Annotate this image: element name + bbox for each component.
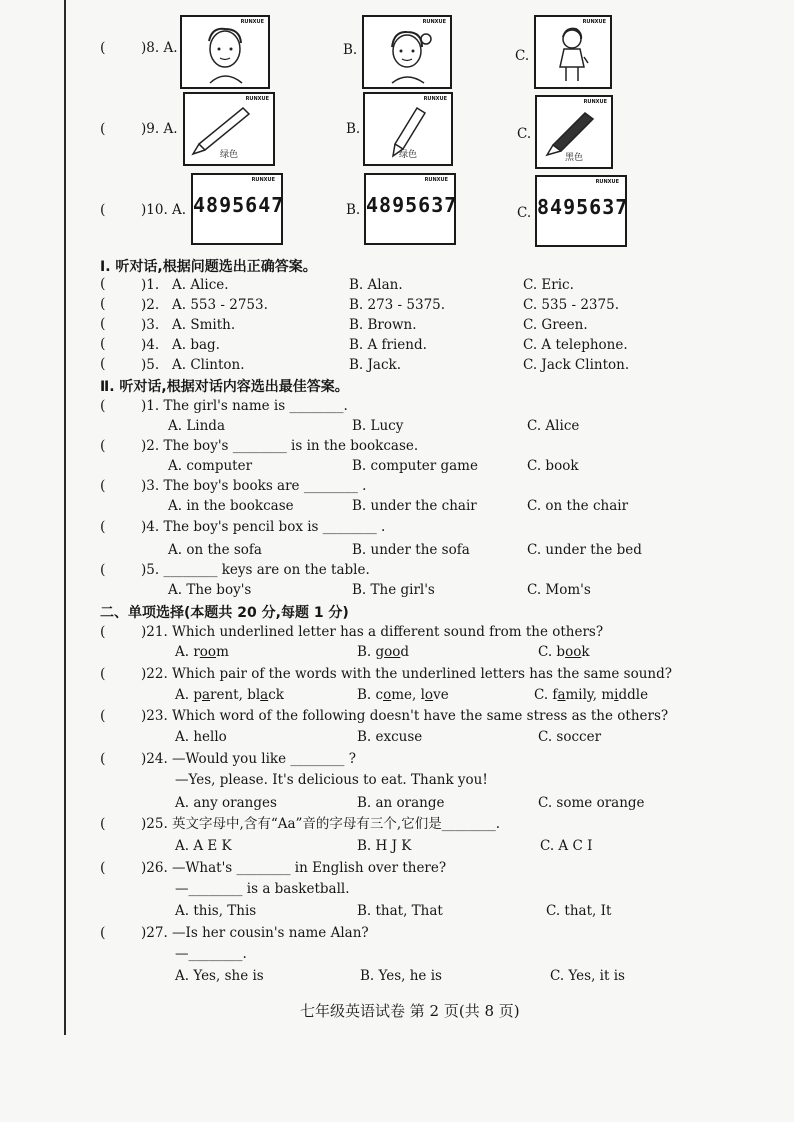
- answer-paren: (: [100, 708, 106, 724]
- option-c[interactable]: C. some orange: [538, 795, 645, 811]
- section-3-title: 二、单项选择(本题共 20 分,每题 1 分): [100, 605, 349, 621]
- option-c[interactable]: C. Mom's: [527, 582, 591, 598]
- option-b[interactable]: B. under the sofa: [352, 542, 470, 558]
- question-number: )5.: [141, 357, 160, 373]
- option-c[interactable]: C. A C I: [540, 838, 593, 854]
- option-b-green-pencil-picture[interactable]: [363, 92, 453, 166]
- woman-figure-icon: [536, 17, 610, 87]
- girl-face-icon: [364, 17, 450, 87]
- option-c-label: C.: [517, 205, 532, 221]
- question-text: )21. Which underlined letter has a different sound from the others?: [141, 624, 604, 640]
- question-text: )27. —Is her cousin's name Alan?: [141, 925, 369, 941]
- question-text: )4. The boy's pencil box is ________ .: [141, 519, 386, 535]
- option-b[interactable]: B. 273 - 5375.: [349, 297, 446, 313]
- option-c[interactable]: C. book: [538, 644, 590, 660]
- answer-paren: (: [100, 121, 106, 137]
- question-number: )9. A.: [141, 121, 178, 137]
- question-text-line-2: —Yes, please. It's delicious to eat. Thank you!: [175, 772, 488, 788]
- page-footer: 七年级英语试卷 第 2 页(共 8 页): [300, 1002, 520, 1020]
- question-number: )1.: [141, 277, 160, 293]
- option-b[interactable]: B. The girl's: [352, 582, 435, 598]
- question-text-line-2: —________ is a basketball.: [175, 881, 350, 897]
- option-b[interactable]: B. Brown.: [349, 317, 417, 333]
- section-1-title: Ⅰ. 听对话,根据问题选出正确答案。: [100, 259, 317, 275]
- option-a[interactable]: A. any oranges: [175, 795, 277, 811]
- option-a[interactable]: A. hello: [175, 729, 227, 745]
- option-b[interactable]: B. H J K: [357, 838, 412, 854]
- option-c[interactable]: C. book: [527, 458, 579, 474]
- option-a-green-pen-picture[interactable]: [183, 92, 275, 166]
- question-number: )4.: [141, 337, 160, 353]
- question-text: )1. The girl's name is ________.: [141, 398, 348, 414]
- option-c[interactable]: C. Yes, it is: [550, 968, 625, 984]
- option-b[interactable]: B. excuse: [357, 729, 423, 745]
- option-a[interactable]: A. Clinton.: [172, 357, 245, 373]
- question-number: )2.: [141, 297, 160, 313]
- option-c[interactable]: C. Eric.: [523, 277, 574, 293]
- option-c[interactable]: C. on the chair: [527, 498, 629, 514]
- section-2-title: Ⅱ. 听对话,根据对话内容选出最佳答案。: [100, 379, 349, 395]
- option-b[interactable]: B. Lucy: [352, 418, 404, 434]
- option-a[interactable]: A. room: [175, 644, 229, 660]
- phone-number: 4895647: [193, 193, 285, 217]
- question-text: )2. The boy's ________ is in the bookcase.: [141, 438, 419, 454]
- question-number: )10. A.: [141, 202, 187, 218]
- option-b[interactable]: B. an orange: [357, 795, 445, 811]
- option-b-label: B.: [343, 42, 358, 58]
- watermark: RUNXUE: [245, 96, 269, 102]
- answer-paren: (: [100, 316, 106, 332]
- question-text: )3. The boy's books are ________ .: [141, 478, 367, 494]
- watermark: RUNXUE: [240, 19, 264, 25]
- option-c[interactable]: C. A telephone.: [523, 337, 628, 353]
- watermark: RUNXUE: [251, 177, 275, 183]
- answer-paren: (: [100, 751, 106, 767]
- boy-face-icon: [182, 17, 268, 87]
- option-a[interactable]: A. Alice.: [172, 277, 229, 293]
- option-b[interactable]: B. A friend.: [349, 337, 427, 353]
- option-c[interactable]: C. 535 - 2375.: [523, 297, 619, 313]
- option-b[interactable]: B. computer game: [352, 458, 478, 474]
- option-c-label: C.: [515, 48, 530, 64]
- answer-paren: (: [100, 202, 106, 218]
- option-a[interactable]: A. bag.: [172, 337, 220, 353]
- question-number: )3.: [141, 317, 160, 333]
- margin-line: [64, 0, 66, 1035]
- answer-paren: (: [100, 296, 106, 312]
- watermark: RUNXUE: [595, 179, 619, 185]
- option-b[interactable]: B. under the chair: [352, 498, 477, 514]
- color-caption: 绿色: [219, 150, 238, 160]
- answer-paren: (: [100, 40, 106, 56]
- answer-paren: (: [100, 860, 106, 876]
- option-b[interactable]: B. Alan.: [349, 277, 403, 293]
- option-a[interactable]: A. A E K: [175, 838, 232, 854]
- option-c-woman-picture[interactable]: [534, 15, 612, 89]
- option-c[interactable]: C. Alice: [527, 418, 580, 434]
- option-a[interactable]: A. The boy's: [168, 582, 252, 598]
- answer-paren: (: [100, 276, 106, 292]
- option-c-black-pen-picture[interactable]: [535, 95, 613, 169]
- option-c-label: C.: [517, 126, 532, 142]
- color-caption: 绿色: [398, 150, 417, 160]
- answer-paren: (: [100, 336, 106, 352]
- option-a[interactable]: A. on the sofa: [168, 542, 262, 558]
- option-a[interactable]: A. Linda: [168, 418, 225, 434]
- option-a[interactable]: A. Yes, she is: [175, 968, 264, 984]
- option-c[interactable]: C. family, middle: [534, 687, 649, 703]
- question-text: )25. 英文字母中,含有“Aa”音的字母有三个,它们是________.: [141, 816, 501, 832]
- watermark: RUNXUE: [582, 19, 606, 25]
- option-c[interactable]: C. soccer: [538, 729, 602, 745]
- option-a[interactable]: A. computer: [168, 458, 253, 474]
- watermark: RUNXUE: [424, 177, 448, 183]
- answer-paren: (: [100, 519, 106, 535]
- question-text: )26. —What's ________ in English over there?: [141, 860, 447, 876]
- option-b[interactable]: B. come, love: [357, 687, 449, 703]
- question-text-line-2: —________.: [175, 946, 247, 962]
- answer-paren: (: [100, 356, 106, 372]
- phone-number: 8495637: [537, 195, 629, 219]
- option-c[interactable]: C. Jack Clinton.: [523, 357, 630, 373]
- option-c-phone-number-card[interactable]: [535, 175, 627, 247]
- option-a[interactable]: A. parent, black: [175, 687, 284, 703]
- option-b-label: B.: [346, 121, 361, 137]
- option-b-girl-picture[interactable]: [362, 15, 452, 89]
- option-a[interactable]: A. this, This: [175, 903, 257, 919]
- answer-paren: (: [100, 816, 106, 832]
- option-b[interactable]: B. that, That: [357, 903, 443, 919]
- answer-paren: (: [100, 438, 106, 454]
- option-a[interactable]: A. 553 - 2753.: [172, 297, 268, 313]
- watermark: RUNXUE: [422, 19, 446, 25]
- phone-number: 4895637: [366, 193, 458, 217]
- watermark: RUNXUE: [583, 99, 607, 105]
- option-a-boy-picture[interactable]: [180, 15, 270, 89]
- question-text: )23. Which word of the following doesn't have the same stress as the others?: [141, 708, 669, 724]
- option-a[interactable]: A. in the bookcase: [168, 498, 294, 514]
- color-caption: 黑色: [564, 153, 583, 163]
- answer-paren: (: [100, 478, 106, 494]
- answer-paren: (: [100, 398, 106, 414]
- option-b[interactable]: B. Yes, he is: [360, 968, 442, 984]
- option-c[interactable]: C. that, It: [546, 903, 612, 919]
- answer-paren: (: [100, 624, 106, 640]
- option-b[interactable]: B. good: [357, 644, 410, 660]
- question-number: )8. A.: [141, 40, 178, 56]
- option-c[interactable]: C. under the bed: [527, 542, 642, 558]
- question-text: )24. —Would you like ________ ?: [141, 751, 356, 767]
- option-c[interactable]: C. Green.: [523, 317, 588, 333]
- option-a-phone-number-card[interactable]: [191, 173, 283, 245]
- answer-paren: (: [100, 562, 106, 578]
- option-a[interactable]: A. Smith.: [172, 317, 236, 333]
- option-b-phone-number-card[interactable]: [364, 173, 456, 245]
- option-b[interactable]: B. Jack.: [349, 357, 401, 373]
- answer-paren: (: [100, 666, 106, 682]
- question-text: )5. ________ keys are on the table.: [141, 562, 370, 578]
- answer-paren: (: [100, 925, 106, 941]
- option-b-label: B.: [346, 202, 361, 218]
- watermark: RUNXUE: [423, 96, 447, 102]
- question-text: )22. Which pair of the words with the underlined letters has the same sound?: [141, 666, 673, 682]
